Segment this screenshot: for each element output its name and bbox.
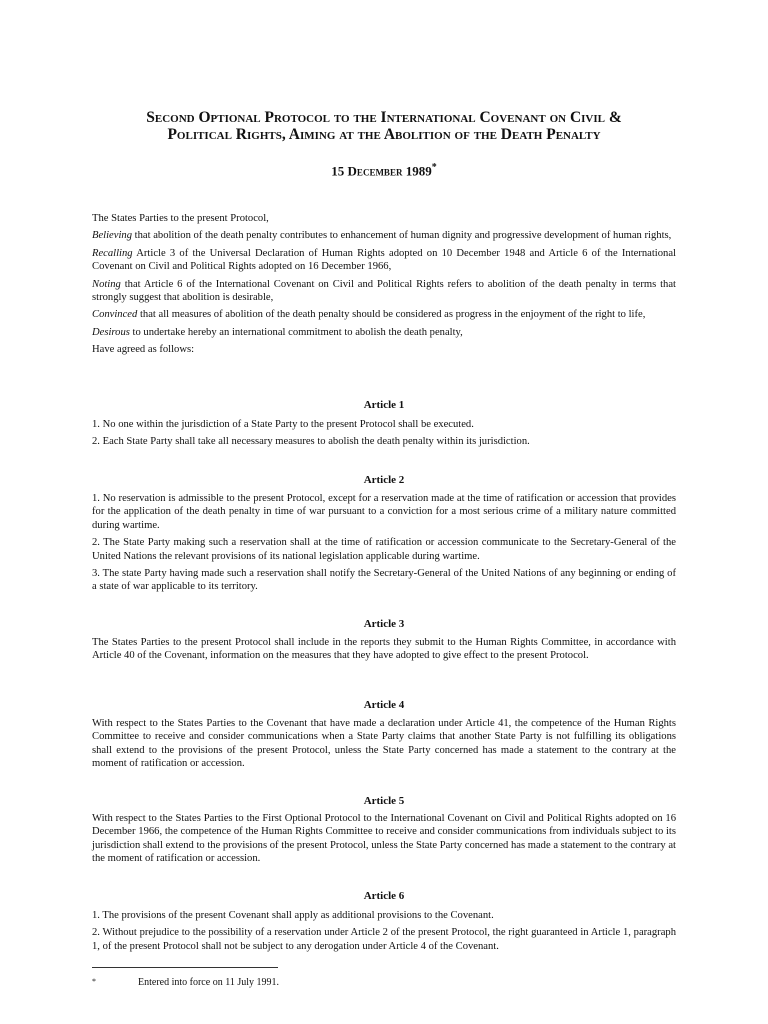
preamble-believing-text: that abolition of the death penalty contributes to enhancement of human dignity and progressive development of human rights, (132, 230, 672, 242)
article-3-heading: Article 3 (363, 618, 405, 630)
title-line-2: Political Rights, Aiming at the Abolition of the Death Penalty (167, 126, 601, 143)
article-1-para-2: 2. Each State Party shall take all necessary measures to abolish the death penalty within its jurisdiction. (92, 436, 530, 448)
article-4-heading: Article 4 (363, 699, 405, 711)
article-5-heading: Article 5 (363, 795, 405, 807)
preamble (92, 212, 676, 357)
footnote-text: Entered into force on 11 July 1991. (138, 977, 279, 988)
preamble-intro: The States Parties to the present Protocol, (92, 213, 269, 224)
article-2-para-1: 1. No reservation is admissible to the present Protocol, except for a reservation made at the time of ratification or accession that provides for the application of the death penalty in time of war pursuant to a conviction for a most serious crime of a military nature committed during wartime. (92, 493, 676, 531)
preamble-desirous (92, 326, 676, 339)
article-6-para-2: 2. Without prejudice to the possibility of a reservation under Article 2 of the present Protocol, the right guaranteed in Article 1, paragraph 1, of the present Protocol shall not be subject to any derogation under Article 4 of the Covenant. (92, 927, 676, 952)
title-line-1: Second Optional Protocol to the International Covenant on Civil & (146, 109, 622, 126)
footnote-mark: * (92, 977, 96, 986)
article-6-heading: Article 6 (363, 890, 405, 902)
article-6-para-1: 1. The provisions of the present Covenant shall apply as additional provisions to the Covenant. (92, 910, 494, 921)
preamble-desirous-text: to undertake hereby an international commitment to abolish the death penalty, (129, 326, 463, 338)
article-1-heading: Article 1 (363, 399, 405, 411)
preamble-convinced-em: Convinced (92, 309, 138, 321)
footnote-separator (92, 967, 278, 968)
article-2-para-3: 3. The state Party having made such a reservation shall notify the Secretary-General of the United Nations of any beginning or ending of a state of war applicable to its territory. (92, 568, 676, 593)
article-3-body (92, 636, 676, 663)
article-1-body (92, 418, 676, 449)
article-6-body (92, 909, 676, 953)
article-3-para-1: The States Parties to the present Protocol shall include in the reports they submit to the Human Rights Committee, in accordance with Article 40 of the Covenant, information on the measures that they have adopted to give effect to the present Protocol. (92, 637, 676, 662)
article-4-body (92, 717, 676, 771)
article-2-body (92, 492, 676, 594)
preamble-noting-text: that Article 6 of the International Covenant on Civil and Political Rights refers to abolition of the death penalty in terms that strongly suggest that abolition is desirable, (92, 278, 676, 304)
preamble-believing-em: Believing (92, 230, 133, 242)
preamble-believing (92, 229, 676, 242)
preamble-convinced-text: that all measures of abolition of the death penalty should be considered as progress in the enjoyment of the right to life, (137, 309, 646, 321)
preamble-agreed: Have agreed as follows: (92, 344, 195, 356)
date-footnote-mark: * (431, 162, 437, 173)
preamble-recalling-em: Recalling (92, 247, 133, 259)
article-2-para-2: 2. The State Party making such a reservation shall at the time of ratification or accession communicate to the Secretary-General of the United Nations the relevant provisions of its national legislation applicable during wartime. (92, 537, 676, 562)
preamble-recalling-text: Article 3 of the Universal Declaration of Human Rights adopted on 10 December 1948 and Article 6 of the International Covenant on Civil and Political Rights adopted on 16 December 1966, (92, 247, 676, 273)
article-4-para-1: With respect to the States Parties to the Covenant that have made a declaration under Article 41, the competence of the Human Rights Committee to receive and consider communications when a State Party claims that another State Party is not fulfilling its obligations shall extend to the provisions of the present Protocol, unless the State Party concerned has made a statement to the contrary at the moment of ratification or accession. (92, 718, 676, 770)
article-5-body (92, 812, 676, 866)
preamble-recalling (92, 247, 676, 274)
article-5-para-1: With respect to the States Parties to the First Optional Protocol to the International Covenant on Civil and Political Rights adopted on 16 December 1966, the competence of the Human Rights Committee to receive and consider communications from individuals subject to its jurisdiction shall extend to the provisions of the present Protocol, unless the State Party concerned has made a statement to the contrary at the moment of ratification or accession. (92, 813, 676, 865)
document-date (92, 162, 676, 179)
preamble-desirous-em: Desirous (92, 326, 130, 338)
preamble-noting (92, 278, 676, 305)
document-title (92, 109, 676, 143)
footnote (92, 977, 676, 988)
article-1-para-1: 1. No one within the jurisdiction of a State Party to the present Protocol shall be executed. (92, 419, 474, 430)
preamble-noting-em: Noting (92, 278, 121, 290)
article-2-heading: Article 2 (363, 474, 405, 486)
date-text: 15 December 1989 (331, 163, 432, 179)
preamble-convinced (92, 308, 676, 321)
